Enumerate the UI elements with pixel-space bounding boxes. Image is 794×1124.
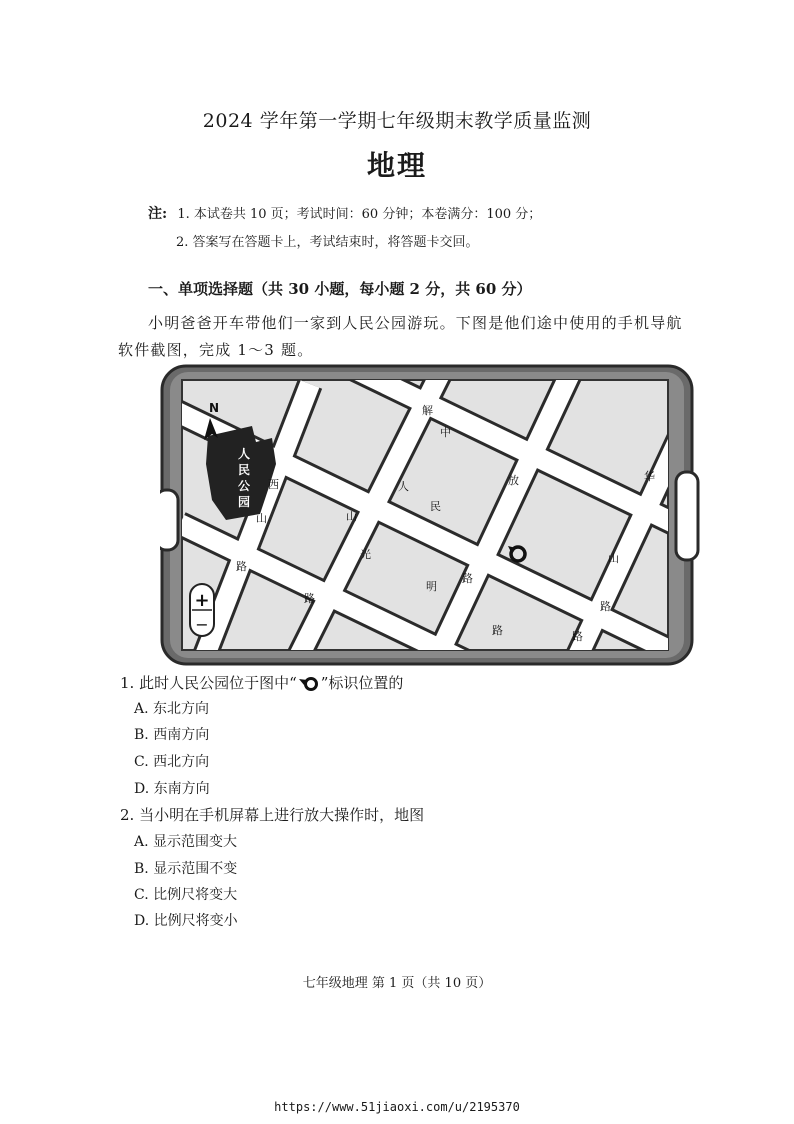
question-1-number: 1. <box>120 674 135 692</box>
street-label-renmin-3: 路 <box>462 572 473 585</box>
question-1-option-d: D. 东南方向 <box>134 781 210 797</box>
exam-title: 2024 学年第一学期七年级期末教学质量监测 <box>202 110 592 132</box>
subject-title: 地理 <box>366 149 427 182</box>
street-label-renmin-2: 民 <box>430 500 441 513</box>
street-label-renmin-1: 人 <box>398 480 409 493</box>
street-label-guangming-2: 明 <box>426 580 437 593</box>
street-label-zhongshan-2: 山 <box>346 510 357 523</box>
source-url[interactable]: https://www.51jiaoxi.com/u/2195370 <box>274 1100 520 1114</box>
question-1 <box>120 672 403 693</box>
street-label-huashan-1: 华 <box>644 470 655 483</box>
street-label-zhongshan-1: 中 <box>440 426 451 439</box>
street-label-jiefang-3: 路 <box>572 630 583 643</box>
street-label-guangming-1: 光 <box>360 548 371 561</box>
street-label-huashan-2: 山 <box>608 552 619 565</box>
street-label-xishan-3: 路 <box>236 560 247 573</box>
phone-side-button-right <box>676 472 698 560</box>
note-text-1: 1. 本试卷共 10 页；考试时间：60 分钟；本卷满分：100 分； <box>177 207 542 222</box>
question-2-option-a: A. 显示范围变大 <box>134 834 238 850</box>
note-label: 注: <box>148 206 168 222</box>
svg-text:民: 民 <box>238 463 251 477</box>
zoom-controls[interactable] <box>190 584 214 636</box>
question-1-option-c: C. 西北方向 <box>134 754 210 770</box>
question-1-option-b: B. 西南方向 <box>134 727 210 743</box>
zoom-in-button[interactable]: + <box>194 590 210 611</box>
question-2-text: 当小明在手机屏幕上进行放大操作时，地图 <box>139 806 425 824</box>
svg-text:N: N <box>208 401 220 415</box>
street-label-xishan-2: 山 <box>256 512 267 525</box>
svg-text:人: 人 <box>238 447 251 461</box>
intro-line-1: 小明爸爸开车带他们一家到人民公园游玩。下图是他们途中使用的手机导航 <box>148 314 683 332</box>
zoom-out-button[interactable]: − <box>195 615 209 634</box>
question-2-option-c: C. 比例尺将变大 <box>134 887 238 903</box>
question-2 <box>120 804 424 825</box>
question-1-text-before: 此时人民公园位于图中“ <box>139 674 297 692</box>
navigation-map-figure <box>160 364 704 668</box>
question-2-number: 2. <box>120 806 135 824</box>
location-marker-icon <box>298 676 320 692</box>
street-label-zhongshan-3: 路 <box>304 592 315 605</box>
street-label-guangming-3: 路 <box>492 624 503 637</box>
intro-line-2: 软件截图，完成 1～3 题。 <box>118 341 314 359</box>
question-2-option-d: D. 比例尺将变小 <box>134 913 238 929</box>
page-footer: 七年级地理 第 1 页（共 10 页） <box>302 976 492 991</box>
phone-side-button-left <box>160 490 178 550</box>
street-label-jiefang-1: 解 <box>422 404 433 417</box>
question-2-option-b: B. 显示范围不变 <box>134 861 238 877</box>
street-label-xishan-1: 西 <box>268 478 279 491</box>
svg-text:园: 园 <box>238 495 251 509</box>
street-label-jiefang-2: 放 <box>508 474 519 487</box>
note-line-2: 2. 答案写在答题卡上，考试结束时，将答题卡交回。 <box>176 235 479 250</box>
section-heading: 一、单项选择题（共 30 小题，每小题 2 分，共 60 分） <box>148 280 532 298</box>
svg-text:公: 公 <box>238 479 251 493</box>
note-line-1 <box>148 203 541 223</box>
question-1-option-a: A. 东北方向 <box>134 701 210 717</box>
street-label-huashan-3: 路 <box>600 600 611 613</box>
question-1-text-after: ”标识位置的 <box>320 674 404 692</box>
